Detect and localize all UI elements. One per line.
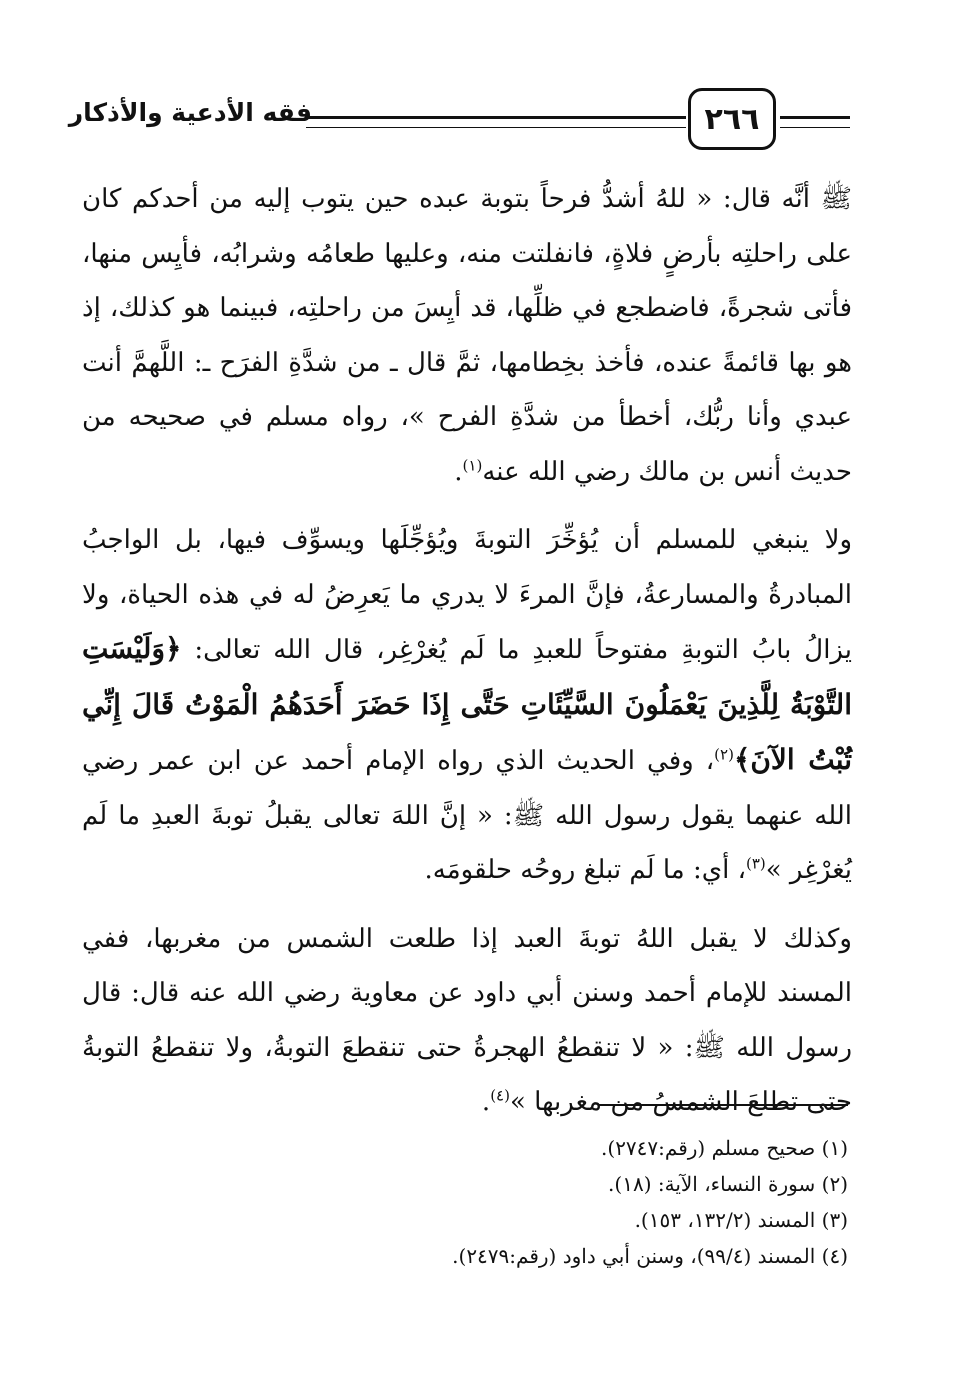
book-title: فقه الأدعية والأذكار bbox=[68, 98, 312, 127]
footnote-2: (٢) سورة النساء، الآية: (١٨). bbox=[608, 1172, 848, 1196]
footnotes bbox=[82, 1130, 848, 1274]
body-text bbox=[82, 172, 852, 1130]
footnote-ref-3: (٣) bbox=[745, 854, 766, 873]
footnote-1: (١) صحيح مسلم (رقم:٢٧٤٧). bbox=[601, 1136, 848, 1160]
footnote-ref-1: (١) bbox=[462, 455, 483, 474]
paragraph-1 bbox=[82, 172, 852, 499]
footnote-ref-2: (٢) bbox=[714, 745, 734, 764]
footnote-ref-4: (٤) bbox=[490, 1086, 510, 1105]
paragraph-2-text-before: ولا ينبغي للمسلم أن يُؤخِّرَ التوبةَ ويُؤجِّلَها ويسوِّف فيها، بل الواجبُ المبادرةُ والمسارعةُ، فإنَّ المرءَ لا يدري ما يَعرِضُ له في هذه الحياة، ولا يزالُ بابُ التوبةِ مفتوحاً للعبدِ ما لَم يُغرْغِر، قال الله تعالى: bbox=[82, 525, 852, 665]
quran-verse: ﴿وَلَيْسَتِ التَّوْبَةُ لِلَّذِينَ يَعْمَلُونَ السَّيِّئَاتِ حَتَّى إِذَا حَضَرَ أَحَدَهُمُ الْمَوْتُ قَالَ إِنِّي تُبْتُ الآنَ﴾ bbox=[82, 632, 852, 776]
page-header bbox=[68, 88, 850, 158]
paragraph-3 bbox=[82, 912, 852, 1130]
footnote-separator bbox=[598, 1104, 848, 1106]
paragraph-3-text: وكذلك لا يقبل اللهُ توبةَ العبد إذا طلعت الشمس من مغربها، ففي المسند للإمام أحمد وسنن أبي داود عن معاوية رضي الله عنه قال: قال رسول الله ﷺ: « لا تنقطعُ الهجرةُ حتى تنقطعَ التوبةُ، ولا تنقطعُ التوبةُ حتى تطلعَ الشمسُ من مغربها » bbox=[82, 923, 852, 1117]
header-rule-right bbox=[780, 116, 850, 128]
footnote-4: (٤) المسند (٩٩/٤)، وسنن أبي داود (رقم:٢٤٧٩). bbox=[452, 1244, 848, 1268]
page-number: ٢٦٦ bbox=[688, 88, 776, 150]
paragraph-1-text: ﷺ أنَّه قال: « للهُ أشدُّ فرحاً بتوبة عبده حين يتوب إليه من أحدكم كان على راحلتِه بأرضٍ فلاةٍ، فانفلتت منه، وعليها طعامُه وشرابُه، فأيِس منها، فأتى شجرةً، فاضطجع في ظلِّها، قد أيِسَ من راحلتِه، فبينما هو كذلك، إذ هو بها قائمةً عنده، فأخذ بخِطامها، ثمَّ قال ـ من شدَّةِ الفرَح ـ: اللَّهمَّ أنت عبدي وأنا ربُّك، أخطأ من شدَّةِ الفرح »، رواه مسلم في صحيحه من حديث أنس بن مالك رضي الله عنه bbox=[82, 184, 852, 487]
header-rule-left bbox=[306, 116, 686, 128]
paragraph-2 bbox=[82, 513, 852, 898]
paragraph-2-text-after: ، وفي الحديث الذي رواه الإمام أحمد عن ابن عمر رضي الله عنهما يقول رسول الله ﷺ: « إنَّ اللهَ تعالى يقبلُ توبةَ العبدِ ما لَم يُغرْغِر » bbox=[82, 746, 852, 885]
footnote-3: (٣) المسند (١٣٢/٢، ١٥٣). bbox=[634, 1208, 848, 1232]
paragraph-1-end: . bbox=[454, 456, 463, 487]
paragraph-3-end: . bbox=[481, 1087, 491, 1117]
paragraph-2-text-end: ، أي: ما لَم تبلغ روحُه حلقومَه. bbox=[424, 855, 746, 885]
